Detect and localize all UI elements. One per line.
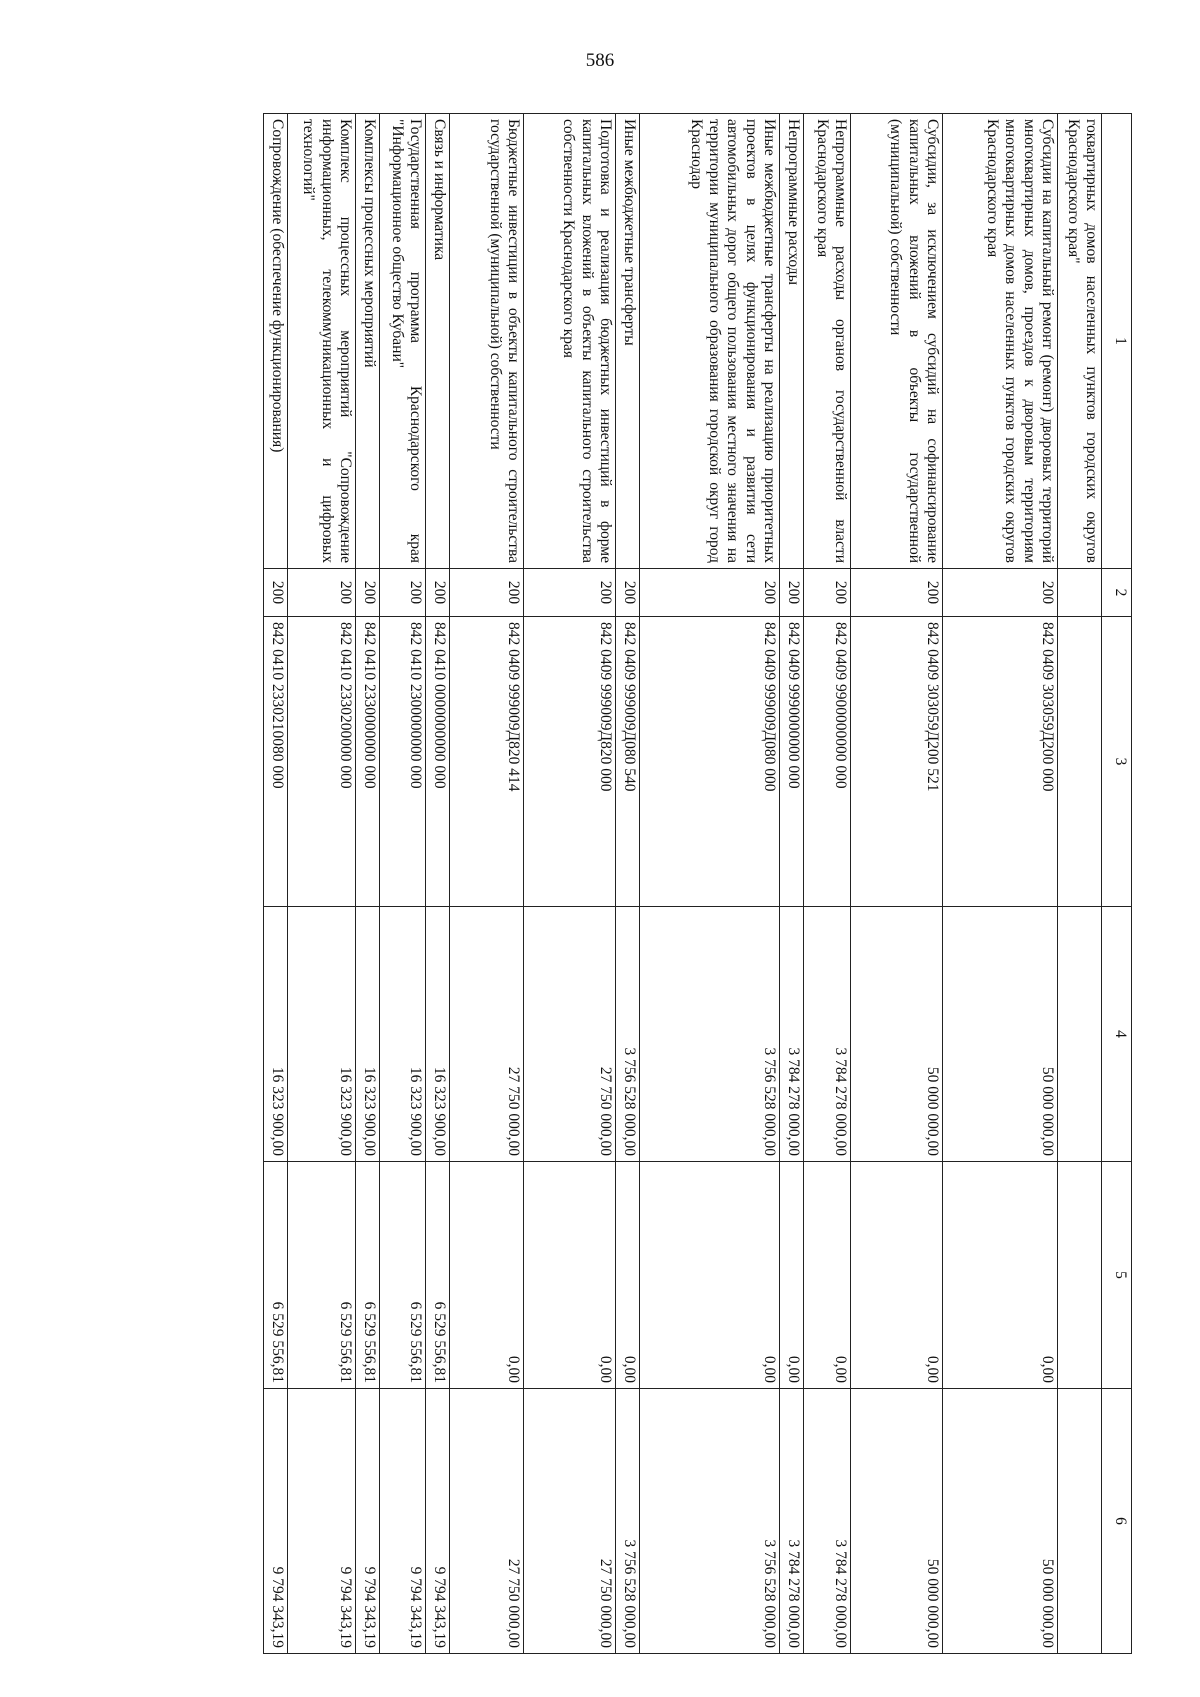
row-col6: 9 794 343,19 bbox=[356, 1389, 380, 1654]
table-row bbox=[288, 114, 356, 1654]
row-col5: 6 529 556,81 bbox=[288, 1162, 356, 1389]
row-col4: 16 323 900,00 bbox=[380, 907, 426, 1162]
rotated-table-container bbox=[167, 113, 1132, 1653]
row-col5 bbox=[1058, 1162, 1102, 1389]
row-code: 200 bbox=[264, 569, 288, 617]
row-col5: 0,00 bbox=[450, 1162, 524, 1389]
table-row bbox=[380, 114, 426, 1654]
row-col5: 6 529 556,81 bbox=[380, 1162, 426, 1389]
column-header: 3 bbox=[1102, 617, 1132, 907]
row-name: Иные межбюджетные трансферты bbox=[616, 114, 640, 569]
row-kbk: 842 0409 999009Д080 540 bbox=[616, 617, 640, 907]
row-col6: 9 794 343,19 bbox=[288, 1389, 356, 1654]
row-kbk: 842 0409 999009Д820 414 bbox=[450, 617, 524, 907]
row-col4 bbox=[1058, 907, 1102, 1162]
row-kbk: 842 0409 999009Д820 000 bbox=[524, 617, 616, 907]
table-header-row bbox=[1102, 114, 1132, 1654]
row-name: Комплекс процессных мероприятий "Сопровождение информационных, телекоммуникационных и цифровых технологий" bbox=[288, 114, 356, 569]
table-row bbox=[264, 114, 288, 1654]
row-col5: 0,00 bbox=[851, 1162, 943, 1389]
row-col5: 0,00 bbox=[616, 1162, 640, 1389]
column-header: 2 bbox=[1102, 569, 1132, 617]
row-kbk: 842 0409 9900000000 000 bbox=[804, 617, 851, 907]
row-col5: 0,00 bbox=[780, 1162, 804, 1389]
table-row bbox=[640, 114, 780, 1654]
row-code: 200 bbox=[426, 569, 450, 617]
budget-table bbox=[263, 113, 1132, 1654]
column-header: 6 bbox=[1102, 1389, 1132, 1654]
table-row bbox=[1058, 114, 1102, 1654]
row-col6 bbox=[1058, 1389, 1102, 1654]
row-code: 200 bbox=[450, 569, 524, 617]
table-row bbox=[616, 114, 640, 1654]
row-code: 200 bbox=[380, 569, 426, 617]
row-col4: 16 323 900,00 bbox=[426, 907, 450, 1162]
table-row bbox=[804, 114, 851, 1654]
row-col6: 27 750 000,00 bbox=[450, 1389, 524, 1654]
table-row bbox=[851, 114, 943, 1654]
row-col5: 6 529 556,81 bbox=[264, 1162, 288, 1389]
row-col6: 50 000 000,00 bbox=[943, 1389, 1058, 1654]
row-name: Субсидии, за исключением субсидий на софинансирование капитальных вложений в объекты государственной (муниципальной) собственности bbox=[851, 114, 943, 569]
table-row bbox=[426, 114, 450, 1654]
row-kbk: 842 0409 303059Д200 521 bbox=[851, 617, 943, 907]
column-header: 5 bbox=[1102, 1162, 1132, 1389]
row-col4: 16 323 900,00 bbox=[356, 907, 380, 1162]
row-col5: 6 529 556,81 bbox=[356, 1162, 380, 1389]
row-col6: 3 784 278 000,00 bbox=[780, 1389, 804, 1654]
row-name: Государственная программа Краснодарского края "Информационное общество Кубани" bbox=[380, 114, 426, 569]
table-row bbox=[356, 114, 380, 1654]
table-row bbox=[450, 114, 524, 1654]
row-col5: 0,00 bbox=[804, 1162, 851, 1389]
row-col4: 16 323 900,00 bbox=[264, 907, 288, 1162]
row-col6: 9 794 343,19 bbox=[380, 1389, 426, 1654]
table-row bbox=[780, 114, 804, 1654]
row-col4: 3 784 278 000,00 bbox=[804, 907, 851, 1162]
row-kbk: 842 0410 2300000000 000 bbox=[380, 617, 426, 907]
table-row bbox=[524, 114, 616, 1654]
row-name: гоквартирных домов населенных пунктов городских округов Краснодарского края" bbox=[1058, 114, 1102, 569]
row-col5: 6 529 556,81 bbox=[426, 1162, 450, 1389]
row-name: Комплексы процессных мероприятий bbox=[356, 114, 380, 569]
row-col4: 3 756 528 000,00 bbox=[616, 907, 640, 1162]
row-col6: 3 756 528 000,00 bbox=[616, 1389, 640, 1654]
row-code: 200 bbox=[356, 569, 380, 617]
page-number: 586 bbox=[585, 50, 615, 71]
row-code: 200 bbox=[524, 569, 616, 617]
row-col4: 3 756 528 000,00 bbox=[640, 907, 780, 1162]
row-name: Связь и информатика bbox=[426, 114, 450, 569]
row-col6: 3 784 278 000,00 bbox=[804, 1389, 851, 1654]
row-code: 200 bbox=[804, 569, 851, 617]
row-col6: 3 756 528 000,00 bbox=[640, 1389, 780, 1654]
row-kbk bbox=[1058, 617, 1102, 907]
row-name: Иные межбюджетные трансферты на реализацию приоритетных проектов в целях функционирования и развития сети автомобильных дорог общего пользования местного значения на территории муниципального образования городской округ город Краснодар bbox=[640, 114, 780, 569]
row-col6: 50 000 000,00 bbox=[851, 1389, 943, 1654]
row-name: Непрограммные расходы bbox=[780, 114, 804, 569]
row-kbk: 842 0410 2330210080 000 bbox=[264, 617, 288, 907]
row-code: 200 bbox=[616, 569, 640, 617]
row-name: Подготовка и реализация бюджетных инвестиций в форме капитальных вложений в объекты капитального строительства собственности Краснодарского края bbox=[524, 114, 616, 569]
row-col4: 27 750 000,00 bbox=[524, 907, 616, 1162]
row-col5: 0,00 bbox=[524, 1162, 616, 1389]
row-kbk: 842 0410 0000000000 000 bbox=[426, 617, 450, 907]
row-col4: 50 000 000,00 bbox=[943, 907, 1058, 1162]
row-name: Субсидии на капитальный ремонт (ремонт) дворовых территорий многоквартирных домов, проездов к дворовым территориям многоквартирных домов населенных пунктов городских округов Краснодарского края bbox=[943, 114, 1058, 569]
row-code: 200 bbox=[780, 569, 804, 617]
row-name: Сопровождение (обеспечение функционирования) bbox=[264, 114, 288, 569]
row-code: 200 bbox=[851, 569, 943, 617]
row-code: 200 bbox=[640, 569, 780, 617]
row-col4: 16 323 900,00 bbox=[288, 907, 356, 1162]
row-col4: 27 750 000,00 bbox=[450, 907, 524, 1162]
table-row bbox=[943, 114, 1058, 1654]
column-header: 4 bbox=[1102, 907, 1132, 1162]
row-col4: 50 000 000,00 bbox=[851, 907, 943, 1162]
row-col5: 0,00 bbox=[640, 1162, 780, 1389]
row-name: Бюджетные инвестиции в объекты капитального строительства государственной (муниципальной) собственности bbox=[450, 114, 524, 569]
row-col6: 27 750 000,00 bbox=[524, 1389, 616, 1654]
row-code: 200 bbox=[943, 569, 1058, 617]
row-kbk: 842 0410 2330200000 000 bbox=[288, 617, 356, 907]
column-header: 1 bbox=[1102, 114, 1132, 569]
row-code: 200 bbox=[288, 569, 356, 617]
row-col6: 9 794 343,19 bbox=[264, 1389, 288, 1654]
row-col5: 0,00 bbox=[943, 1162, 1058, 1389]
row-kbk: 842 0409 303059Д200 000 bbox=[943, 617, 1058, 907]
row-kbk: 842 0410 2330000000 000 bbox=[356, 617, 380, 907]
row-kbk: 842 0409 999009Д080 000 bbox=[640, 617, 780, 907]
row-name: Непрограммные расходы органов государственной власти Краснодарского края bbox=[804, 114, 851, 569]
row-kbk: 842 0409 9990000000 000 bbox=[780, 617, 804, 907]
row-col4: 3 784 278 000,00 bbox=[780, 907, 804, 1162]
row-code bbox=[1058, 569, 1102, 617]
row-col6: 9 794 343,19 bbox=[426, 1389, 450, 1654]
